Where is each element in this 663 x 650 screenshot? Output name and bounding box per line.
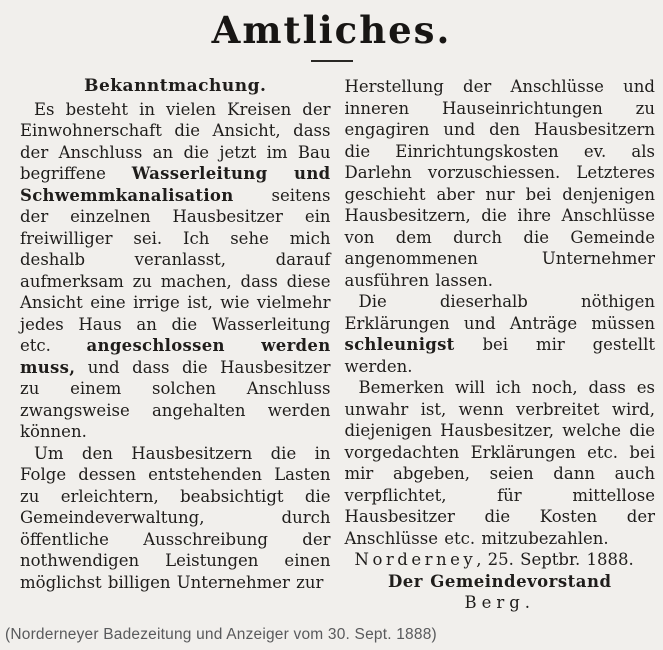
left-column xyxy=(20,76,331,614)
dateline-date: , 25. Septbr. 1888. xyxy=(476,550,634,569)
paragraph-right-2: Die dieserhalb nöthigen Erklärungen und Anträge müssen schleunigst bei mir gestellt werden. xyxy=(344,292,655,376)
paragraph-left-1: Es besteht in vielen Kreisen der Einwohnerschaft die Ansicht, dass der Anschluss an die jetzt im Bau begriffene Wasserleitung und Schwemmkanalisation seitens der einzelnen Hausbesitzer ein freiwilliger sei. Ich sehe mich deshalb veranlasst, darauf aufmerksam zu machen, dass diese Ansicht eine irrige ist, wie vielmehr jedes Haus an die Wasserleitung etc. angeschlossen werden muss, und dass die Hausbesitzer zu einem solchen Anschluss zwangsweise angehalten werden können. xyxy=(20,99,331,441)
article-title: Amtliches. xyxy=(211,8,452,52)
paragraph-right-3: Bemerken will ich noch, dass es unwahr ist, wenn verbreitet wird, diejenigen Hausbesitzer, welche die vorgedachten Erklärungen etc. bei mir abgeben, seien dann auch verpflichtet, für mittellose Hausbesitzer die Kosten der Anschlüsse etc. mitzubezahlen. xyxy=(344,378,655,548)
masthead-area xyxy=(0,0,663,62)
signature-name: Berg. xyxy=(464,593,536,612)
signature-role: Der Gemeindevorstand xyxy=(387,571,612,591)
right-column xyxy=(345,76,656,614)
article-columns xyxy=(0,62,663,614)
dateline xyxy=(345,549,656,571)
source-caption: (Norderneyer Badezeitung und Anzeiger vom 30. Sept. 1888) xyxy=(5,626,437,643)
dateline-place: Norderney xyxy=(354,550,477,569)
announcement-heading: Bekanntmachung. xyxy=(84,76,267,96)
paragraph-left-2: Um den Hausbesitzern die in Folge dessen entstehenden Lasten zu erleichtern, beabsichtigt die Gemeindeverwaltung, durch öffentliche Ausschreibung der nothwendigen Leistungen einen möglichst billigen Unternehmer zur xyxy=(20,443,331,592)
paragraph-right-1: Herstellung der Anschlüsse und inneren Hauseinrichtungen zu engagiren und den Hausbesitzern die Einrichtungskosten ev. als Darlehn vorzuschiessen. Letzteres geschieht aber nur bei denjenigen Hausbesitzern, die ihre Anschlüsse von dem durch die Gemeinde angenommenen Unternehmer ausführen lassen. xyxy=(344,77,655,290)
